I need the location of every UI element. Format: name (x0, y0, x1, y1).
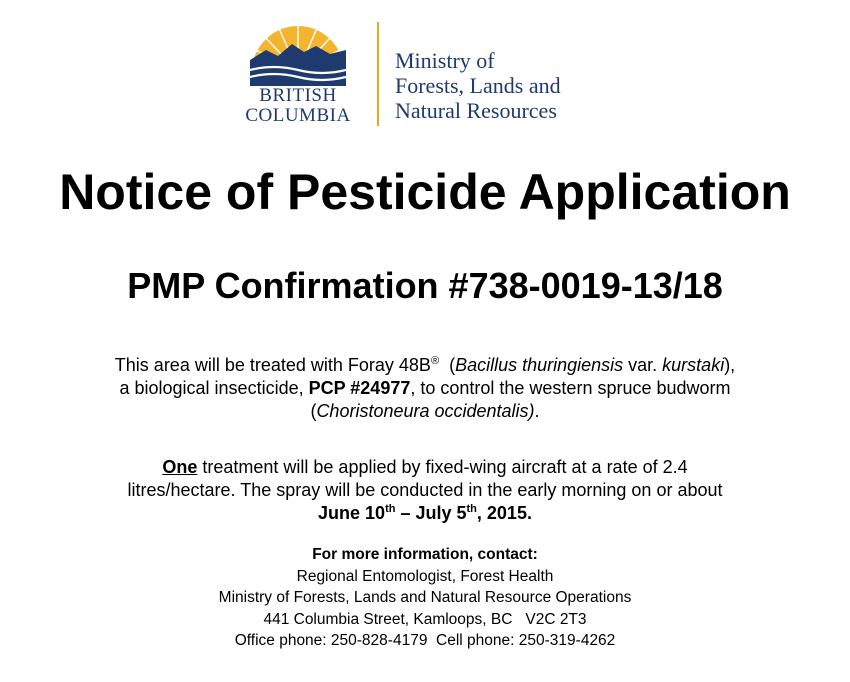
header (0, 0, 850, 140)
description-line-1 (0, 354, 850, 377)
ministry-line-2: Forests, Lands and (395, 73, 561, 98)
details-line-1 (0, 456, 850, 479)
contact-info (0, 544, 850, 652)
text: This area will be treated with Foray 48B (114, 355, 431, 375)
details-line-2: litres/hectare. The spray will be conducted in the early morning on or about (127, 480, 723, 500)
logo-text-british: BRITISH (259, 85, 337, 106)
ministry-line-1: Ministry of (395, 48, 495, 73)
treatment-description (0, 354, 850, 423)
pcp-number: PCP #24977 (308, 378, 411, 398)
text: , to control the western spruce budworm (410, 378, 731, 398)
ministry-name (395, 48, 561, 123)
text: . (534, 401, 540, 421)
species-name: Bacillus thuringiensis (455, 355, 624, 375)
end-date: – July 5 (395, 503, 467, 523)
text: ( (310, 401, 317, 421)
text: ( (439, 355, 456, 375)
contact-heading: For more information, contact: (312, 546, 538, 563)
application-dates (0, 502, 850, 525)
description-line-3 (0, 400, 850, 423)
logo-divider (377, 22, 379, 126)
variety-name: kurstaki (662, 355, 725, 375)
text: ), (724, 355, 736, 375)
contact-phones: Office phone: 250-828-4179 Cell phone: 250-319-4262 (234, 632, 616, 649)
ordinal-suffix: th (385, 503, 396, 515)
year: , 2015. (476, 503, 532, 523)
pest-species-name: Choristoneura occidentalis) (316, 401, 535, 421)
bc-logo (236, 18, 360, 128)
registered-mark: ® (430, 355, 440, 367)
application-details (0, 456, 850, 525)
confirmation-number: PMP Confirmation #738-0019-13/18 (127, 265, 723, 306)
sunrise-mountains-icon (250, 20, 346, 86)
treatment-count: One (162, 457, 198, 477)
description-line-2 (0, 377, 850, 400)
logo-text-columbia: COLUMBIA (245, 105, 351, 126)
ordinal-suffix: th (466, 503, 477, 515)
notice-title: Notice of Pesticide Application (59, 164, 791, 220)
text: treatment will be applied by fixed-wing aircraft at a rate of 2.4 (197, 457, 688, 477)
ministry-line-3: Natural Resources (395, 98, 557, 123)
contact-role: Regional Entomologist, Forest Health (296, 567, 554, 585)
contact-address: 441 Columbia Street, Kamloops, BC V2C 2T3 (263, 610, 587, 628)
contact-organization: Ministry of Forests, Lands and Natural Resource Operations (218, 589, 632, 606)
text: a biological insecticide, (119, 378, 309, 398)
start-date: June 10 (318, 503, 386, 523)
text: var. (623, 355, 663, 375)
